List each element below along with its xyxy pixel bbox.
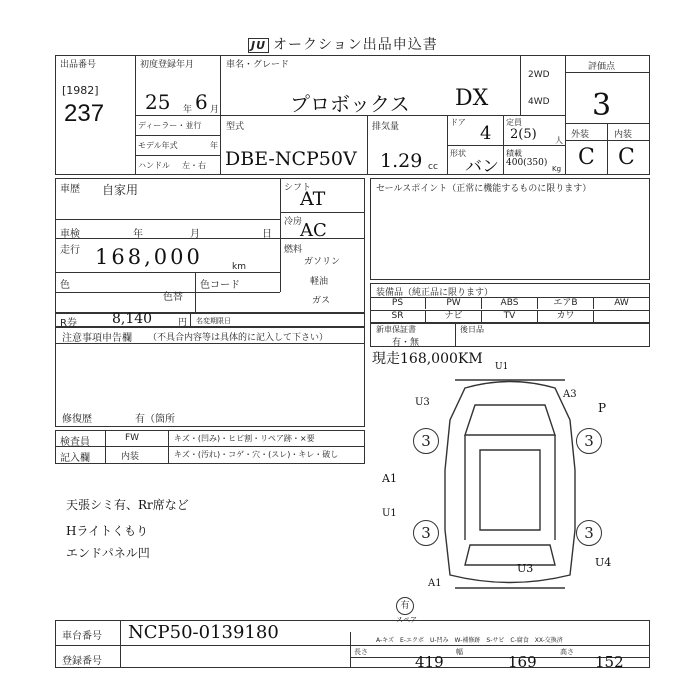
remark-2: Hライトくもり — [66, 524, 149, 538]
lot-label: 出品番号 — [60, 60, 97, 70]
warranty-extra: 後日品 — [460, 325, 484, 334]
diagram-label-u4: U4 — [595, 556, 612, 569]
warranty-label: 新車保証書 — [376, 325, 416, 334]
damage-circle-mark: 3 — [413, 520, 439, 546]
exterior-label: 外装 — [571, 130, 590, 140]
reg-month: 6 — [195, 90, 208, 114]
diagram-label-u1: U1 — [382, 508, 397, 519]
diagram-label-a1: A1 — [382, 472, 397, 485]
inspection-month: 月 — [190, 229, 200, 240]
model-year-unit: 年 — [210, 141, 218, 150]
equipment-row-2 — [370, 311, 650, 322]
mileage-label: 走行 — [60, 245, 80, 256]
handle-label: ハンドル — [138, 161, 170, 170]
auction-logo: JU — [248, 38, 269, 53]
sales-label: セールスポイント（正常に機能するものに限ります） — [376, 184, 592, 194]
size-height-label: 高さ — [560, 648, 574, 656]
car-capacity: 2(5) — [510, 127, 537, 142]
size-width: 169 — [508, 653, 537, 671]
car-name: プロボックス — [290, 92, 410, 116]
reg-year: 25 — [145, 90, 171, 114]
handle-options: 左・右 — [182, 161, 206, 170]
equipment-row-1-item: PW — [426, 298, 482, 309]
repair-value: 有（箇所 — [135, 414, 175, 425]
fuel-gasu: ガス — [312, 296, 331, 306]
load-label: 積載 — [506, 149, 522, 158]
damage-circle-mark: 3 — [576, 428, 602, 454]
odo-note: 現走168,000KM — [372, 351, 483, 367]
equipment-row-1-item: ABS — [482, 298, 538, 309]
score-value: 3 — [592, 88, 612, 123]
lot-number: 237 — [64, 100, 105, 127]
reg-month-unit: 月 — [210, 105, 220, 115]
equipment-row-2-item: ナビ — [426, 311, 482, 322]
notes-hint: （不具合内容等は具体的に記入して下さい） — [148, 333, 329, 343]
equipment-row-1-item: PS — [370, 298, 426, 309]
damage-legend: A-キズ E-エクボ U-凹み W-補修跡 S-サビ C-腐食 XX-交換済 — [376, 637, 563, 644]
equipment-row-2-item: カワ — [538, 311, 594, 322]
inspection-day: 日 — [262, 229, 272, 240]
interior-row-label: 内装 — [121, 452, 140, 462]
load-unit: Kg — [552, 165, 562, 173]
size-length: 419 — [415, 653, 444, 671]
diagram-label-u3b: U3 — [517, 562, 534, 575]
fw-text: キズ・(凹み)・ヒビ割・リペア跡・×要 — [174, 434, 315, 443]
shift-label: シフト — [284, 183, 312, 193]
spare-mark: 有 — [396, 597, 414, 615]
ac-value: AC — [300, 220, 327, 241]
cc-label: 排気量 — [372, 122, 400, 132]
type-label: 型式 — [226, 122, 245, 132]
size-width-label: 幅 — [456, 648, 463, 656]
model-year-label: モデル年式 — [138, 141, 178, 150]
chassis-label: 車台番号 — [62, 631, 102, 642]
damage-circle-mark: 3 — [576, 520, 602, 546]
equipment-label: 装備品（純正品に限ります） — [376, 288, 494, 298]
recycle-value: 8,140 — [112, 311, 153, 327]
chassis-value: NCP50-0139180 — [128, 622, 279, 643]
equipment-row-2-item: TV — [482, 311, 538, 322]
color-change-label: 色替 — [163, 292, 183, 303]
equipment-row-1 — [370, 298, 650, 309]
door-label: ドア — [450, 118, 466, 127]
damage-circle-mark: 3 — [413, 428, 439, 454]
interior-score: C — [618, 145, 635, 170]
form-title: オークション出品申込書 — [273, 37, 438, 53]
warranty-value: 有・無 — [392, 338, 420, 348]
mileage-value: 168,000 — [95, 245, 203, 269]
fw-label: FW — [125, 433, 140, 443]
notes-label: 注意事項申告欄 — [62, 333, 132, 344]
diagram-label-u3: U3 — [415, 397, 430, 408]
interior-label: 内装 — [614, 130, 633, 140]
equipment-row-2-item: SR — [370, 311, 426, 322]
car-type: DBE-NCP50V — [225, 148, 357, 170]
car-shape: バン — [465, 157, 499, 177]
inspection-year: 年 — [133, 229, 143, 240]
fuel-gas: ガソリン — [304, 257, 341, 267]
equipment-row-2-item — [594, 311, 650, 322]
remark-1: 天張シミ有、Rr席など — [66, 498, 189, 512]
color-label: 色 — [60, 280, 70, 291]
interior-text: キズ・(汚れ)・コゲ・穴・(スレ)・キレ・破し — [174, 450, 339, 459]
entry-label: 記入欄 — [60, 453, 90, 464]
use-value: 自家用 — [102, 183, 139, 197]
score-label: 評価点 — [588, 62, 616, 72]
car-cc: 1.29 — [380, 150, 423, 172]
exterior-score: C — [578, 145, 595, 170]
drive-4wd: 4WD — [528, 97, 550, 107]
car-label: 車名・グレード — [226, 60, 290, 70]
diagram-label-ua1: A1 — [428, 578, 442, 589]
shift-value: AT — [300, 188, 326, 210]
reg-label: 初度登録年月 — [140, 60, 195, 70]
size-height: 152 — [595, 653, 624, 671]
mileage-unit: km — [232, 262, 246, 272]
ac-label: 冷房 — [284, 217, 303, 227]
remark-3: エンドパネル凹 — [66, 546, 150, 560]
diagram-label-a3: A3 — [563, 389, 577, 400]
color-code-label: 色コード — [200, 280, 240, 291]
capacity-unit: 人 — [555, 136, 563, 145]
fuel-label: 燃料 — [284, 245, 303, 255]
equipment-row-1-item: エアB — [538, 298, 594, 309]
name-change-label: 名変期限日 — [196, 317, 231, 325]
diagram-label-top: U1 — [495, 362, 509, 372]
inspector-label: 検査員 — [60, 437, 90, 448]
shape-label: 形状 — [450, 149, 466, 158]
regnum-label: 登録番号 — [62, 656, 102, 667]
drive-2wd: 2WD — [528, 70, 550, 80]
reg-year-unit: 年 — [183, 105, 193, 115]
recycle-label: R券 — [60, 318, 77, 329]
spare-label: スペア — [396, 616, 417, 624]
form-header — [248, 34, 438, 54]
repair-label: 修復歴 — [62, 414, 92, 425]
car-load: 400(350) — [506, 158, 548, 168]
fuel-diesel: 軽油 — [310, 277, 329, 287]
car-door: 4 — [480, 123, 492, 144]
size-length-label: 長さ — [354, 648, 368, 656]
inspection-label: 車検 — [60, 229, 80, 240]
diagram-label-p: P — [598, 401, 607, 415]
cc-unit: cc — [428, 162, 438, 172]
lot-prefix: [1982] — [62, 84, 99, 97]
equipment-row-1-item: AW — [594, 298, 650, 309]
car-grade: DX — [455, 86, 489, 111]
capacity-label: 定員 — [506, 118, 522, 127]
dealer-label: ディーラー・並行 — [138, 121, 202, 130]
recycle-unit: 円 — [178, 318, 188, 328]
damage-marks — [370, 360, 650, 615]
use-label: 車歴 — [60, 184, 80, 195]
